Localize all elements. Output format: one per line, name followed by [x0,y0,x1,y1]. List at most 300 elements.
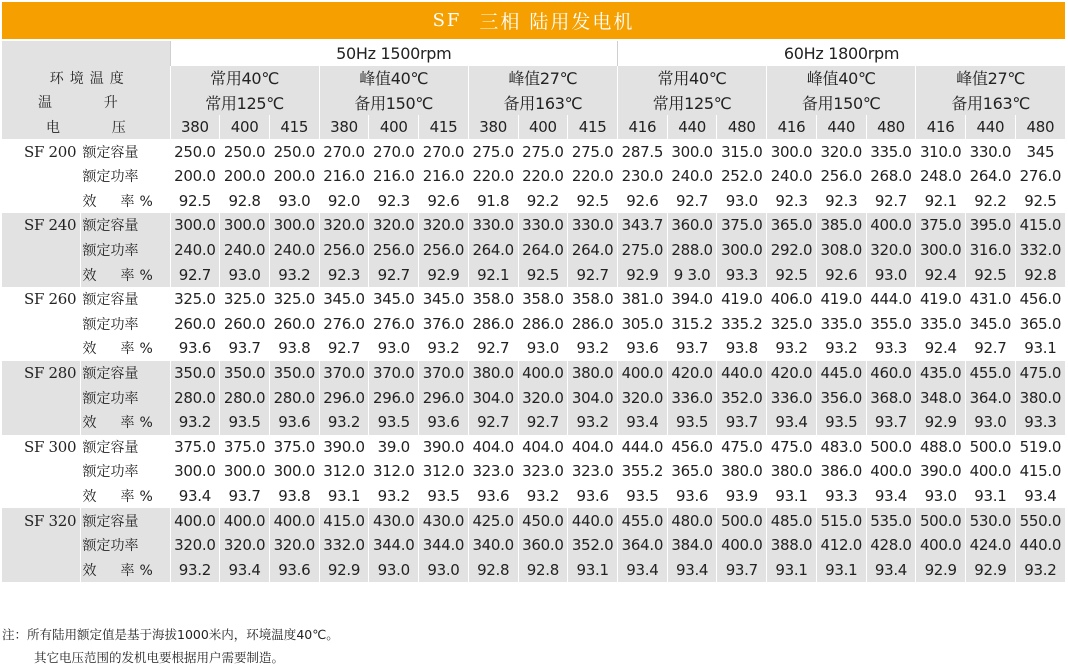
value-cell: 330.0 [966,139,1016,164]
value-cell: 93.0 [717,189,767,214]
value-cell: 92.7 [966,336,1016,361]
temp-rise-cell: 常用125℃ [618,90,767,115]
value-cell: 315.0 [717,139,767,164]
model-name: SF 200 [2,139,80,164]
value-cell: 384.0 [667,533,717,558]
value-cell: 296.0 [319,385,369,410]
value-cell: 323.0 [568,459,618,484]
value-cell: 92.1 [916,189,966,214]
voltage-cell: 440 [966,115,1016,140]
value-cell: 93.5 [667,410,717,435]
value-cell: 364.0 [618,533,668,558]
value-cell: 93.8 [269,336,319,361]
value-cell: 415.0 [1015,213,1065,238]
value-cell: 400.0 [866,213,916,238]
voltage-cell: 380 [468,115,518,140]
value-cell: 91.8 [468,189,518,214]
value-cell: 304.0 [568,385,618,410]
table-row [2,213,1065,238]
voltage-cell: 416 [916,115,966,140]
value-cell: 420.0 [667,361,717,386]
value-cell: 300.0 [717,238,767,263]
value-cell: 320.0 [618,385,668,410]
value-cell: 380.0 [468,361,518,386]
title-bar [2,2,1065,39]
value-cell: 93.0 [866,262,916,287]
value-cell: 428.0 [866,533,916,558]
value-cell: 320.0 [269,533,319,558]
value-cell: 286.0 [468,312,518,337]
temp-rise-label [2,90,170,115]
value-cell: 92.4 [916,336,966,361]
model-name: SF 240 [2,213,80,238]
model-name-empty [2,459,80,484]
value-cell: 352.0 [568,533,618,558]
value-cell: 450.0 [518,508,568,533]
value-cell: 340.0 [468,533,518,558]
value-cell: 315.2 [667,312,717,337]
value-cell: 300.0 [667,139,717,164]
value-cell: 93.0 [518,336,568,361]
value-cell: 280.0 [170,385,220,410]
value-cell: 250.0 [170,139,220,164]
value-cell: 400.0 [220,508,270,533]
voltage-label-a: 电 [46,120,60,137]
value-cell: 404.0 [468,435,518,460]
value-cell: 300.0 [170,213,220,238]
value-cell: 500.0 [866,435,916,460]
value-cell: 312.0 [369,459,419,484]
value-cell: 93.4 [866,557,916,582]
param-label: 额定容量 [80,287,170,312]
value-cell: 419.0 [816,287,866,312]
voltage-cell: 416 [767,115,817,140]
value-cell: 92.5 [170,189,220,214]
value-cell: 93.4 [618,557,668,582]
table-row [2,287,1065,312]
value-cell: 475.0 [1015,361,1065,386]
value-cell: 368.0 [866,385,916,410]
value-cell: 264.0 [966,164,1016,189]
value-cell: 280.0 [269,385,319,410]
value-cell: 380.0 [717,459,767,484]
value-cell: 93.5 [816,410,866,435]
value-cell: 352.0 [717,385,767,410]
value-cell: 323.0 [468,459,518,484]
value-cell: 365.0 [667,459,717,484]
model-name-empty [2,312,80,337]
value-cell: 350.0 [220,361,270,386]
value-cell: 343.7 [618,213,668,238]
value-cell: 93.4 [220,557,270,582]
value-cell: 424.0 [966,533,1016,558]
table-row [2,336,1065,361]
value-cell: 370.0 [419,361,469,386]
model-name-empty [2,484,80,509]
value-cell: 456.0 [1015,287,1065,312]
value-cell: 92.9 [419,262,469,287]
value-cell: 375.0 [220,435,270,460]
param-label: 额定功率 [80,164,170,189]
value-cell: 276.0 [369,312,419,337]
value-cell: 535.0 [866,508,916,533]
value-cell: 300.0 [767,139,817,164]
value-cell: 93.0 [269,189,319,214]
value-cell: 240.0 [667,164,717,189]
value-cell: 480.0 [667,508,717,533]
value-cell: 358.0 [568,287,618,312]
value-cell: 345.0 [966,312,1016,337]
value-cell: 475.0 [717,435,767,460]
value-cell: 268.0 [866,164,916,189]
value-cell: 39.0 [369,435,419,460]
value-cell: 325.0 [767,312,817,337]
value-cell: 390.0 [419,435,469,460]
value-cell: 93.2 [518,484,568,509]
value-cell: 275.0 [618,238,668,263]
voltage-cell: 480 [1015,115,1065,140]
value-cell: 364.0 [966,385,1016,410]
voltage-cell: 415 [419,115,469,140]
value-cell: 93.2 [369,484,419,509]
value-cell: 310.0 [916,139,966,164]
value-cell: 93.2 [568,336,618,361]
value-cell: 92.4 [916,262,966,287]
value-cell: 325.0 [170,287,220,312]
value-cell: 292.0 [767,238,817,263]
param-label: 额定容量 [80,508,170,533]
value-cell: 93.2 [170,410,220,435]
temp-rise-cell: 备用163℃ [916,90,1065,115]
value-cell: 305.0 [618,312,668,337]
value-cell: 93.4 [618,410,668,435]
value-cell: 286.0 [518,312,568,337]
value-cell: 336.0 [667,385,717,410]
param-label: 额定容量 [80,361,170,386]
value-cell: 380.0 [568,361,618,386]
value-cell: 300.0 [916,238,966,263]
model-name-empty [2,238,80,263]
value-cell: 325.0 [220,287,270,312]
value-cell: 270.0 [319,139,369,164]
value-cell: 415.0 [1015,459,1065,484]
value-cell: 348.0 [916,385,966,410]
value-cell: 270.0 [369,139,419,164]
value-cell: 240.0 [767,164,817,189]
note-line-2: 其它电压范围的发机电要根据用户需要制造。 [34,650,285,665]
value-cell: 93.7 [717,557,767,582]
value-cell: 316.0 [966,238,1016,263]
value-cell: 385.0 [816,213,866,238]
value-cell: 93.4 [767,410,817,435]
value-cell: 92.9 [319,557,369,582]
value-cell: 92.3 [319,262,369,287]
value-cell: 425.0 [468,508,518,533]
voltage-label-b: 压 [111,120,126,137]
voltage-cell: 380 [319,115,369,140]
value-cell: 256.0 [369,238,419,263]
value-cell: 419.0 [916,287,966,312]
value-cell: 330.0 [568,213,618,238]
value-cell: 93.0 [369,336,419,361]
table-row [2,557,1065,582]
value-cell: 93.2 [767,336,817,361]
value-cell: 93.4 [866,484,916,509]
ambient-temp-cell: 峰值27℃ [916,66,1065,91]
table-row [2,164,1065,189]
voltage-cell: 416 [618,115,668,140]
voltage-cell: 400 [518,115,568,140]
value-cell: 256.0 [419,238,469,263]
value-cell: 390.0 [319,435,369,460]
table-row [2,484,1065,509]
value-cell: 250.0 [220,139,270,164]
value-cell: 335.0 [866,139,916,164]
value-cell: 92.5 [518,262,568,287]
table-row [2,533,1065,558]
value-cell: 308.0 [816,238,866,263]
value-cell: 345.0 [319,287,369,312]
value-cell: 388.0 [767,533,817,558]
value-cell: 415.0 [319,508,369,533]
value-cell: 400.0 [866,459,916,484]
value-cell: 92.8 [518,557,568,582]
voltage-cell: 480 [717,115,767,140]
value-cell: 365.0 [1015,312,1065,337]
value-cell: 256.0 [816,164,866,189]
value-cell: 92.7 [518,410,568,435]
ambient-temp-cell: 常用40℃ [170,66,319,91]
value-cell: 216.0 [369,164,419,189]
value-cell: 92.3 [767,189,817,214]
model-name: SF 280 [2,361,80,386]
value-cell: 93.6 [618,336,668,361]
value-cell: 250.0 [269,139,319,164]
value-cell: 93.1 [1015,336,1065,361]
value-cell: 275.0 [468,139,518,164]
value-cell: 435.0 [916,361,966,386]
value-cell: 304.0 [468,385,518,410]
param-label: 效 率% [80,262,170,287]
table-row [2,508,1065,533]
ambient-temp-label: 环境温度 [2,66,170,91]
value-cell: 240.0 [220,238,270,263]
value-cell: 530.0 [966,508,1016,533]
value-cell: 320.0 [518,385,568,410]
value-cell: 93.9 [717,484,767,509]
value-cell: 400.0 [717,533,767,558]
value-cell: 275.0 [568,139,618,164]
value-cell: 375.0 [916,213,966,238]
table-row [2,312,1065,337]
value-cell: 430.0 [369,508,419,533]
param-label: 额定功率 [80,533,170,558]
note-line-1: 注：所有陆用额定值是基于海拔1000米内，环境温度40℃。 [2,627,339,642]
value-cell: 240.0 [170,238,220,263]
value-cell: 444.0 [866,287,916,312]
value-cell: 92.7 [667,189,717,214]
value-cell: 286.0 [568,312,618,337]
value-cell: 288.0 [667,238,717,263]
value-cell: 256.0 [319,238,369,263]
value-cell: 430.0 [419,508,469,533]
value-cell: 325.0 [269,287,319,312]
value-cell: 395.0 [966,213,1016,238]
value-cell: 440.0 [717,361,767,386]
voltage-cell: 440 [816,115,866,140]
model-name-empty [2,385,80,410]
value-cell: 386.0 [816,459,866,484]
value-cell: 93.1 [966,484,1016,509]
temp-rise-label-a: 温 [38,95,52,112]
value-cell: 390.0 [916,459,966,484]
value-cell: 300.0 [269,213,319,238]
value-cell: 93.8 [717,336,767,361]
value-cell: 93.2 [419,336,469,361]
value-cell: 92.9 [618,262,668,287]
value-cell: 93.2 [170,557,220,582]
ambient-temp-cell: 峰值27℃ [468,66,617,91]
value-cell: 336.0 [767,385,817,410]
table-row [2,459,1065,484]
param-label: 额定功率 [80,385,170,410]
value-cell: 500.0 [916,508,966,533]
value-cell: 92.5 [966,262,1016,287]
value-cell: 93.4 [1015,484,1065,509]
value-cell: 220.0 [468,164,518,189]
value-cell: 92.9 [916,557,966,582]
value-cell: 500.0 [717,508,767,533]
param-label: 效 率% [80,410,170,435]
value-cell: 380.0 [767,459,817,484]
value-cell: 93.5 [419,484,469,509]
value-cell: 92.7 [170,262,220,287]
value-cell: 300.0 [269,459,319,484]
value-cell: 550.0 [1015,508,1065,533]
value-cell: 406.0 [767,287,817,312]
voltage-cell: 400 [369,115,419,140]
value-cell: 355.0 [866,312,916,337]
value-cell: 93.5 [618,484,668,509]
value-cell: 92.8 [1015,262,1065,287]
value-cell: 276.0 [319,312,369,337]
value-cell: 350.0 [269,361,319,386]
value-cell: 296.0 [419,385,469,410]
value-cell: 93.6 [170,336,220,361]
value-cell: 519.0 [1015,435,1065,460]
value-cell: 420.0 [767,361,817,386]
value-cell: 93.8 [269,484,319,509]
value-cell: 335.2 [717,312,767,337]
param-label: 额定功率 [80,238,170,263]
value-cell: 280.0 [220,385,270,410]
value-cell: 93.7 [667,336,717,361]
value-cell: 93.7 [220,484,270,509]
table-row [2,238,1065,263]
value-cell: 220.0 [568,164,618,189]
value-cell: 93.0 [916,484,966,509]
value-cell: 330.0 [468,213,518,238]
value-cell: 455.0 [966,361,1016,386]
value-cell: 92.2 [518,189,568,214]
model-name-empty [2,189,80,214]
voltage-cell: 480 [866,115,916,140]
value-cell: 380.0 [1015,385,1065,410]
value-cell: 431.0 [966,287,1016,312]
value-cell: 230.0 [618,164,668,189]
value-cell: 252.0 [717,164,767,189]
value-cell: 412.0 [816,533,866,558]
value-cell: 320.0 [866,238,916,263]
temp-rise-cell: 常用125℃ [170,90,319,115]
value-cell: 93.5 [220,410,270,435]
temp-rise-cell: 备用163℃ [468,90,617,115]
value-cell: 92.2 [966,189,1016,214]
value-cell: 270.0 [419,139,469,164]
param-label: 额定容量 [80,213,170,238]
value-cell: 93.3 [866,336,916,361]
freq-50hz-header: 50Hz 1500rpm [170,41,618,66]
value-cell: 345.0 [419,287,469,312]
model-name-empty [2,557,80,582]
value-cell: 216.0 [319,164,369,189]
value-cell: 419.0 [717,287,767,312]
value-cell: 93.2 [1015,557,1065,582]
model-name-empty [2,262,80,287]
value-cell: 296.0 [369,385,419,410]
value-cell: 276.0 [1015,164,1065,189]
value-cell: 93.3 [1015,410,1065,435]
value-cell: 335.0 [816,312,866,337]
value-cell: 400.0 [966,459,1016,484]
value-cell: 264.0 [518,238,568,263]
value-cell: 92.1 [468,262,518,287]
voltage-cell: 440 [667,115,717,140]
value-cell: 264.0 [468,238,518,263]
value-cell: 400.0 [618,361,668,386]
table-row [2,361,1065,386]
value-cell: 93.1 [767,484,817,509]
value-cell: 93.1 [767,557,817,582]
param-label: 额定功率 [80,312,170,337]
value-cell: 92.3 [369,189,419,214]
value-cell: 92.6 [419,189,469,214]
value-cell: 335.0 [916,312,966,337]
temp-rise-label-b: 升 [103,95,118,112]
value-cell: 93.7 [717,410,767,435]
value-cell: 92.5 [1015,189,1065,214]
value-cell: 312.0 [319,459,369,484]
value-cell: 240.0 [269,238,319,263]
value-cell: 93.4 [667,557,717,582]
value-cell: 93.2 [816,336,866,361]
value-cell: 445.0 [816,361,866,386]
value-cell: 248.0 [916,164,966,189]
value-cell: 488.0 [916,435,966,460]
table-row [2,139,1065,164]
value-cell: 92.8 [468,557,518,582]
value-cell: 93.5 [369,410,419,435]
value-cell: 381.0 [618,287,668,312]
value-cell: 332.0 [1015,238,1065,263]
value-cell: 92.7 [866,189,916,214]
value-cell: 92.0 [319,189,369,214]
table-row [2,435,1065,460]
table-row [2,189,1065,214]
temp-rise-cell: 备用150℃ [319,90,468,115]
value-cell: 93.6 [468,484,518,509]
value-cell: 92.5 [568,189,618,214]
